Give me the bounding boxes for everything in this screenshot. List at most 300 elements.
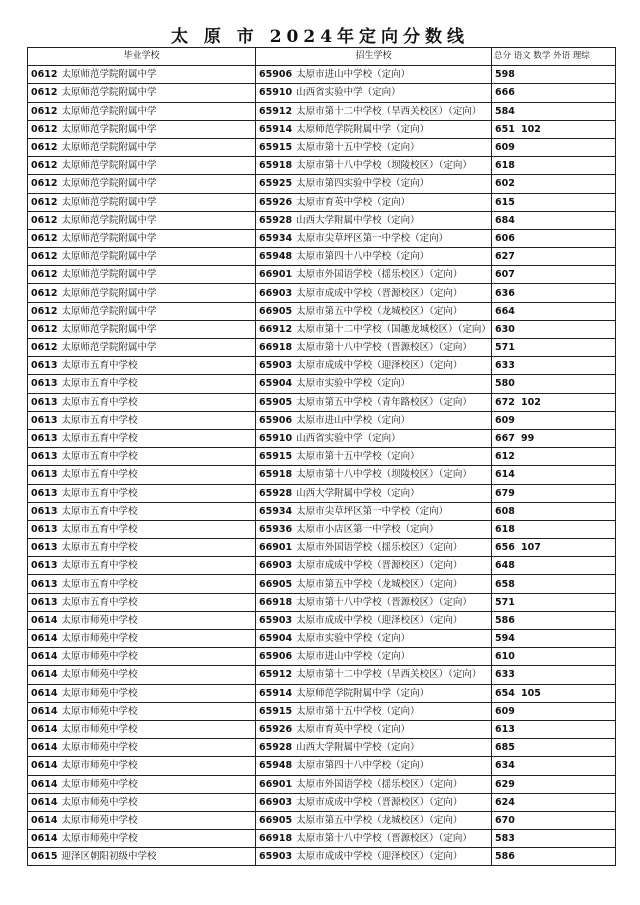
score-cell (492, 284, 616, 302)
score-cell (492, 211, 616, 229)
graduation-name: 太原师范学院附属中学 (61, 323, 157, 335)
graduation-school-cell (28, 593, 256, 611)
enrollment-code: 65915 (259, 142, 293, 154)
graduation-code: 0612 (31, 196, 58, 208)
graduation-school-cell (28, 102, 256, 120)
total-score: 654 (495, 687, 515, 699)
enrollment-name: 太原市外国语学校（揺乐校区）（定向） (296, 778, 463, 790)
graduation-name: 太原市师苑中学校 (61, 742, 138, 754)
enrollment-name: 太原市第十二中学校（旱西关校区）（定向） (296, 669, 482, 681)
score-cell (492, 102, 616, 120)
enrollment-code: 65934 (259, 505, 293, 517)
enrollment-name: 太原市第五中学校（青年路校区）（定向） (296, 396, 472, 408)
graduation-name: 太原市五育中学校 (61, 523, 138, 535)
table-row (28, 229, 616, 247)
graduation-name: 太原师范学院附属中学 (61, 160, 157, 172)
graduation-name: 太原师范学院附属中学 (61, 251, 157, 263)
total-score: 664 (495, 305, 515, 317)
score-cell (492, 193, 616, 211)
score-cell (492, 630, 616, 648)
graduation-name: 太原市五育中学校 (61, 578, 138, 590)
enrollment-school-cell (256, 248, 492, 266)
table-row (28, 520, 616, 538)
graduation-code: 0613 (31, 396, 58, 408)
graduation-school-cell (28, 138, 256, 156)
graduation-school-cell (28, 175, 256, 193)
total-score: 666 (495, 87, 515, 99)
enrollment-school-cell (256, 266, 492, 284)
enrollment-name: 太原市第十八中学校（坝陵校区）（定向） (296, 160, 472, 172)
graduation-code: 0614 (31, 742, 58, 754)
enrollment-code: 65904 (259, 633, 293, 645)
total-score: 633 (495, 360, 515, 372)
enrollment-name: 太原市第十五中学校（定向） (296, 451, 420, 463)
graduation-code: 0614 (31, 833, 58, 845)
score-cell (492, 684, 616, 702)
total-score: 684 (495, 214, 515, 226)
table-row (28, 102, 616, 120)
table-row (28, 575, 616, 593)
enrollment-school-cell (256, 648, 492, 666)
table-row (28, 702, 616, 720)
graduation-school-cell (28, 448, 256, 466)
table-row (28, 429, 616, 447)
total-score: 612 (495, 451, 515, 463)
table-row (28, 466, 616, 484)
enrollment-name: 太原市成成中学校（迎泽校区）（定向） (296, 851, 463, 863)
graduation-name: 太原市五育中学校 (61, 542, 138, 554)
table-row (28, 448, 616, 466)
total-score: 608 (495, 505, 515, 517)
graduation-name: 太原市五育中学校 (61, 414, 138, 426)
table-row (28, 793, 616, 811)
enrollment-name: 太原市进山中学校（定向） (296, 651, 411, 663)
graduation-code: 0614 (31, 633, 58, 645)
enrollment-code: 65912 (259, 669, 293, 681)
table-body (28, 66, 616, 866)
score-cell (492, 466, 616, 484)
enrollment-school-cell (256, 811, 492, 829)
graduation-code: 0614 (31, 760, 58, 772)
graduation-name: 太原市五育中学校 (61, 487, 138, 499)
graduation-school-cell (28, 830, 256, 848)
table-row (28, 666, 616, 684)
total-score: 627 (495, 251, 515, 263)
graduation-code: 0612 (31, 123, 58, 135)
graduation-name: 太原市师苑中学校 (61, 651, 138, 663)
graduation-school-cell (28, 757, 256, 775)
enrollment-code: 65906 (259, 414, 293, 426)
graduation-code: 0612 (31, 160, 58, 172)
enrollment-name: 太原市第四十八中学校（定向） (296, 760, 430, 772)
table-row (28, 357, 616, 375)
graduation-code: 0614 (31, 687, 58, 699)
total-score: 618 (495, 160, 515, 172)
total-score: 606 (495, 232, 515, 244)
graduation-school-cell (28, 466, 256, 484)
graduation-code: 0613 (31, 487, 58, 499)
enrollment-school-cell (256, 575, 492, 593)
table-row (28, 138, 616, 156)
enrollment-name: 太原市外国语学校（揺乐校区）（定向） (296, 269, 463, 281)
enrollment-name: 太原市尖草坪区第一中学校（定向） (296, 505, 449, 517)
enrollment-school-cell (256, 175, 492, 193)
table-row (28, 157, 616, 175)
total-score: 583 (495, 833, 515, 845)
graduation-school-cell (28, 84, 256, 102)
table-row (28, 266, 616, 284)
table-row (28, 830, 616, 848)
graduation-school-cell (28, 793, 256, 811)
enrollment-school-cell (256, 66, 492, 84)
graduation-name: 太原师范学院附属中学 (61, 269, 157, 281)
table-row (28, 684, 616, 702)
enrollment-name: 太原市实验中学校（定向） (296, 633, 411, 645)
graduation-school-cell (28, 284, 256, 302)
graduation-name: 太原师范学院附属中学 (61, 105, 157, 117)
enrollment-school-cell (256, 684, 492, 702)
enrollment-name: 太原师范学院附属中学（定向） (296, 123, 430, 135)
graduation-name: 太原市五育中学校 (61, 596, 138, 608)
graduation-school-cell (28, 375, 256, 393)
graduation-code: 0613 (31, 560, 58, 572)
enrollment-school-cell (256, 775, 492, 793)
graduation-name: 太原市五育中学校 (61, 560, 138, 572)
enrollment-code: 65918 (259, 469, 293, 481)
graduation-name: 太原师范学院附属中学 (61, 196, 157, 208)
graduation-name: 太原市五育中学校 (61, 469, 138, 481)
enrollment-name: 太原市第十八中学校（晋源校区）（定向） (296, 833, 472, 845)
table-row (28, 66, 616, 84)
total-score: 670 (495, 814, 515, 826)
score-cell (492, 593, 616, 611)
score-cell (492, 757, 616, 775)
enrollment-school-cell (256, 539, 492, 557)
graduation-code: 0613 (31, 469, 58, 481)
graduation-name: 太原师范学院附属中学 (61, 214, 157, 226)
total-score: 656 (495, 542, 515, 554)
total-score: 685 (495, 742, 515, 754)
enrollment-code: 65910 (259, 87, 293, 99)
graduation-name: 太原市师苑中学校 (61, 724, 138, 736)
table-row (28, 284, 616, 302)
score-cell (492, 793, 616, 811)
graduation-name: 太原师范学院附属中学 (61, 305, 157, 317)
graduation-name: 太原市师苑中学校 (61, 760, 138, 772)
score-cell (492, 339, 616, 357)
graduation-code: 0612 (31, 214, 58, 226)
enrollment-school-cell (256, 720, 492, 738)
enrollment-name: 太原市第五中学校（龙城校区）（定向） (296, 305, 463, 317)
total-score: 630 (495, 323, 515, 335)
enrollment-school-cell (256, 302, 492, 320)
chinese-score: 102 (521, 396, 541, 408)
graduation-name: 太原市五育中学校 (61, 378, 138, 390)
graduation-code: 0614 (31, 724, 58, 736)
graduation-school-cell (28, 720, 256, 738)
graduation-school-cell (28, 393, 256, 411)
graduation-school-cell (28, 229, 256, 247)
total-score: 633 (495, 669, 515, 681)
enrollment-name: 山西大学附属中学校（定向） (296, 487, 420, 499)
graduation-name: 太原师范学院附属中学 (61, 142, 157, 154)
score-cell (492, 138, 616, 156)
enrollment-name: 太原市育英中学校（定向） (296, 196, 411, 208)
enrollment-name: 太原市第十八中学校（晋源校区）（定向） (296, 596, 472, 608)
enrollment-code: 65903 (259, 614, 293, 626)
table-row (28, 739, 616, 757)
total-score: 618 (495, 523, 515, 535)
total-score: 667 (495, 433, 515, 445)
graduation-school-header: 毕业学校 (28, 48, 256, 66)
graduation-school-cell (28, 648, 256, 666)
enrollment-school-cell (256, 211, 492, 229)
graduation-school-cell (28, 630, 256, 648)
enrollment-name: 太原市第四实验中学校（定向） (296, 178, 430, 190)
graduation-name: 太原市师苑中学校 (61, 687, 138, 699)
enrollment-code: 65903 (259, 360, 293, 372)
table-row (28, 648, 616, 666)
score-cell (492, 775, 616, 793)
score-cell (492, 575, 616, 593)
total-score: 609 (495, 414, 515, 426)
enrollment-school-cell (256, 375, 492, 393)
graduation-school-cell (28, 848, 256, 866)
graduation-name: 太原市师苑中学校 (61, 778, 138, 790)
graduation-code: 0613 (31, 596, 58, 608)
graduation-code: 0614 (31, 651, 58, 663)
enrollment-name: 太原市实验中学校（定向） (296, 378, 411, 390)
enrollment-school-cell (256, 666, 492, 684)
graduation-code: 0613 (31, 505, 58, 517)
enrollment-code: 66918 (259, 342, 293, 354)
graduation-name: 太原市师苑中学校 (61, 614, 138, 626)
graduation-school-cell (28, 484, 256, 502)
enrollment-code: 65904 (259, 378, 293, 390)
score-cell (492, 557, 616, 575)
enrollment-school-cell (256, 830, 492, 848)
table-row (28, 630, 616, 648)
scores-header: 总分 语文 数学 外语 理综 (492, 48, 616, 66)
enrollment-school-cell (256, 138, 492, 156)
table-row (28, 775, 616, 793)
enrollment-code: 66912 (259, 323, 293, 335)
total-score: 580 (495, 378, 515, 390)
enrollment-school-cell (256, 702, 492, 720)
enrollment-code: 65912 (259, 105, 293, 117)
graduation-code: 0613 (31, 542, 58, 554)
score-cell (492, 120, 616, 138)
chinese-score: 102 (521, 123, 541, 135)
score-cell (492, 393, 616, 411)
enrollment-code: 66903 (259, 796, 293, 808)
enrollment-name: 太原市尖草坪区第一中学校（定向） (296, 232, 449, 244)
graduation-name: 太原市师苑中学校 (61, 669, 138, 681)
graduation-code: 0614 (31, 778, 58, 790)
enrollment-name: 太原市第十五中学校（定向） (296, 142, 420, 154)
graduation-code: 0613 (31, 451, 58, 463)
graduation-school-cell (28, 320, 256, 338)
graduation-school-cell (28, 266, 256, 284)
total-score: 658 (495, 578, 515, 590)
total-score: 594 (495, 633, 515, 645)
enrollment-school-cell (256, 411, 492, 429)
table-row (28, 502, 616, 520)
enrollment-code: 66918 (259, 596, 293, 608)
enrollment-code: 65905 (259, 396, 293, 408)
graduation-name: 太原师范学院附属中学 (61, 232, 157, 244)
enrollment-name: 太原市第十八中学校（坝陵校区）（定向） (296, 469, 472, 481)
score-cell (492, 666, 616, 684)
graduation-name: 太原市师苑中学校 (61, 796, 138, 808)
table-row (28, 375, 616, 393)
total-score: 624 (495, 796, 515, 808)
score-cell (492, 739, 616, 757)
score-cell (492, 248, 616, 266)
enrollment-school-cell (256, 848, 492, 866)
page-title: 太 原 市 2024年定向分数线 (170, 27, 470, 47)
enrollment-code: 66918 (259, 833, 293, 845)
graduation-school-cell (28, 502, 256, 520)
graduation-school-cell (28, 193, 256, 211)
table-row (28, 193, 616, 211)
graduation-school-cell (28, 157, 256, 175)
enrollment-school-cell (256, 84, 492, 102)
total-score: 613 (495, 724, 515, 736)
total-score: 598 (495, 69, 515, 81)
score-cell (492, 720, 616, 738)
graduation-name: 太原市师苑中学校 (61, 814, 138, 826)
total-score: 672 (495, 396, 515, 408)
enrollment-school-cell (256, 393, 492, 411)
enrollment-code: 65936 (259, 523, 293, 535)
enrollment-code: 65903 (259, 851, 293, 863)
enrollment-school-cell (256, 611, 492, 629)
score-cell (492, 429, 616, 447)
table-row (28, 811, 616, 829)
table-row (28, 175, 616, 193)
total-score: 602 (495, 178, 515, 190)
graduation-code: 0612 (31, 287, 58, 299)
enrollment-school-cell (256, 502, 492, 520)
graduation-school-cell (28, 248, 256, 266)
enrollment-school-cell (256, 229, 492, 247)
enrollment-school-cell (256, 757, 492, 775)
enrollment-school-cell (256, 157, 492, 175)
total-score: 584 (495, 105, 515, 117)
chinese-score: 99 (521, 433, 535, 445)
enrollment-name: 太原市第五中学校（龙城校区）（定向） (296, 814, 463, 826)
enrollment-name: 山西大学附属中学校（定向） (296, 742, 420, 754)
graduation-school-cell (28, 684, 256, 702)
graduation-code: 0613 (31, 523, 58, 535)
enrollment-code: 65934 (259, 232, 293, 244)
score-cell (492, 320, 616, 338)
score-cell (492, 648, 616, 666)
graduation-name: 迎泽区朝阳初级中学校 (61, 851, 157, 863)
graduation-name: 太原市五育中学校 (61, 433, 138, 445)
score-cell (492, 157, 616, 175)
enrollment-name: 太原市育英中学校（定向） (296, 724, 411, 736)
table-row (28, 539, 616, 557)
score-cell (492, 502, 616, 520)
graduation-school-cell (28, 211, 256, 229)
total-score: 610 (495, 651, 515, 663)
enrollment-name: 太原市第十五中学校（定向） (296, 705, 420, 717)
score-cell (492, 702, 616, 720)
graduation-code: 0614 (31, 796, 58, 808)
enrollment-name: 太原市外国语学校（揺乐校区）（定向） (296, 542, 463, 554)
graduation-name: 太原市五育中学校 (61, 451, 138, 463)
enrollment-school-cell (256, 120, 492, 138)
graduation-name: 太原师范学院附属中学 (61, 342, 157, 354)
total-score: 648 (495, 560, 515, 572)
graduation-code: 0614 (31, 705, 58, 717)
total-score: 615 (495, 196, 515, 208)
total-score: 609 (495, 705, 515, 717)
graduation-name: 太原市五育中学校 (61, 505, 138, 517)
graduation-code: 0612 (31, 323, 58, 335)
enrollment-school-cell (256, 466, 492, 484)
enrollment-school-cell (256, 448, 492, 466)
table-row (28, 211, 616, 229)
enrollment-code: 65928 (259, 487, 293, 499)
enrollment-school-cell (256, 320, 492, 338)
enrollment-school-cell (256, 793, 492, 811)
total-score: 679 (495, 487, 515, 499)
graduation-code: 0612 (31, 87, 58, 99)
score-cell (492, 539, 616, 557)
enrollment-name: 太原市成成中学校（晋源校区）（定向） (296, 560, 463, 572)
graduation-school-cell (28, 120, 256, 138)
total-score: 607 (495, 269, 515, 281)
enrollment-code: 65948 (259, 760, 293, 772)
enrollment-code: 65926 (259, 724, 293, 736)
graduation-name: 太原师范学院附属中学 (61, 178, 157, 190)
enrollment-code: 65928 (259, 742, 293, 754)
enrollment-school-cell (256, 339, 492, 357)
enrollment-code: 66905 (259, 305, 293, 317)
table-row (28, 720, 616, 738)
score-cell (492, 830, 616, 848)
chinese-score: 105 (521, 687, 541, 699)
enrollment-code: 66901 (259, 778, 293, 790)
table-row (28, 320, 616, 338)
enrollment-name: 山西大学附属中学校（定向） (296, 214, 420, 226)
total-score: 609 (495, 142, 515, 154)
score-cell (492, 411, 616, 429)
score-cell (492, 266, 616, 284)
enrollment-name: 太原市第十二中学校（旱西关校区）（定向） (296, 105, 482, 117)
enrollment-name: 山西省实验中学（定向） (296, 433, 401, 445)
score-cell (492, 484, 616, 502)
graduation-name: 太原师范学院附属中学 (61, 287, 157, 299)
total-score: 571 (495, 342, 515, 354)
enrollment-name: 太原市进山中学校（定向） (296, 414, 411, 426)
enrollment-code: 65906 (259, 651, 293, 663)
enrollment-code: 66903 (259, 560, 293, 572)
graduation-school-cell (28, 811, 256, 829)
graduation-school-cell (28, 702, 256, 720)
graduation-code: 0614 (31, 669, 58, 681)
enrollment-code: 66905 (259, 814, 293, 826)
graduation-school-cell (28, 739, 256, 757)
graduation-school-cell (28, 611, 256, 629)
graduation-code: 0612 (31, 269, 58, 281)
table-row (28, 248, 616, 266)
enrollment-code: 65915 (259, 705, 293, 717)
graduation-code: 0612 (31, 305, 58, 317)
